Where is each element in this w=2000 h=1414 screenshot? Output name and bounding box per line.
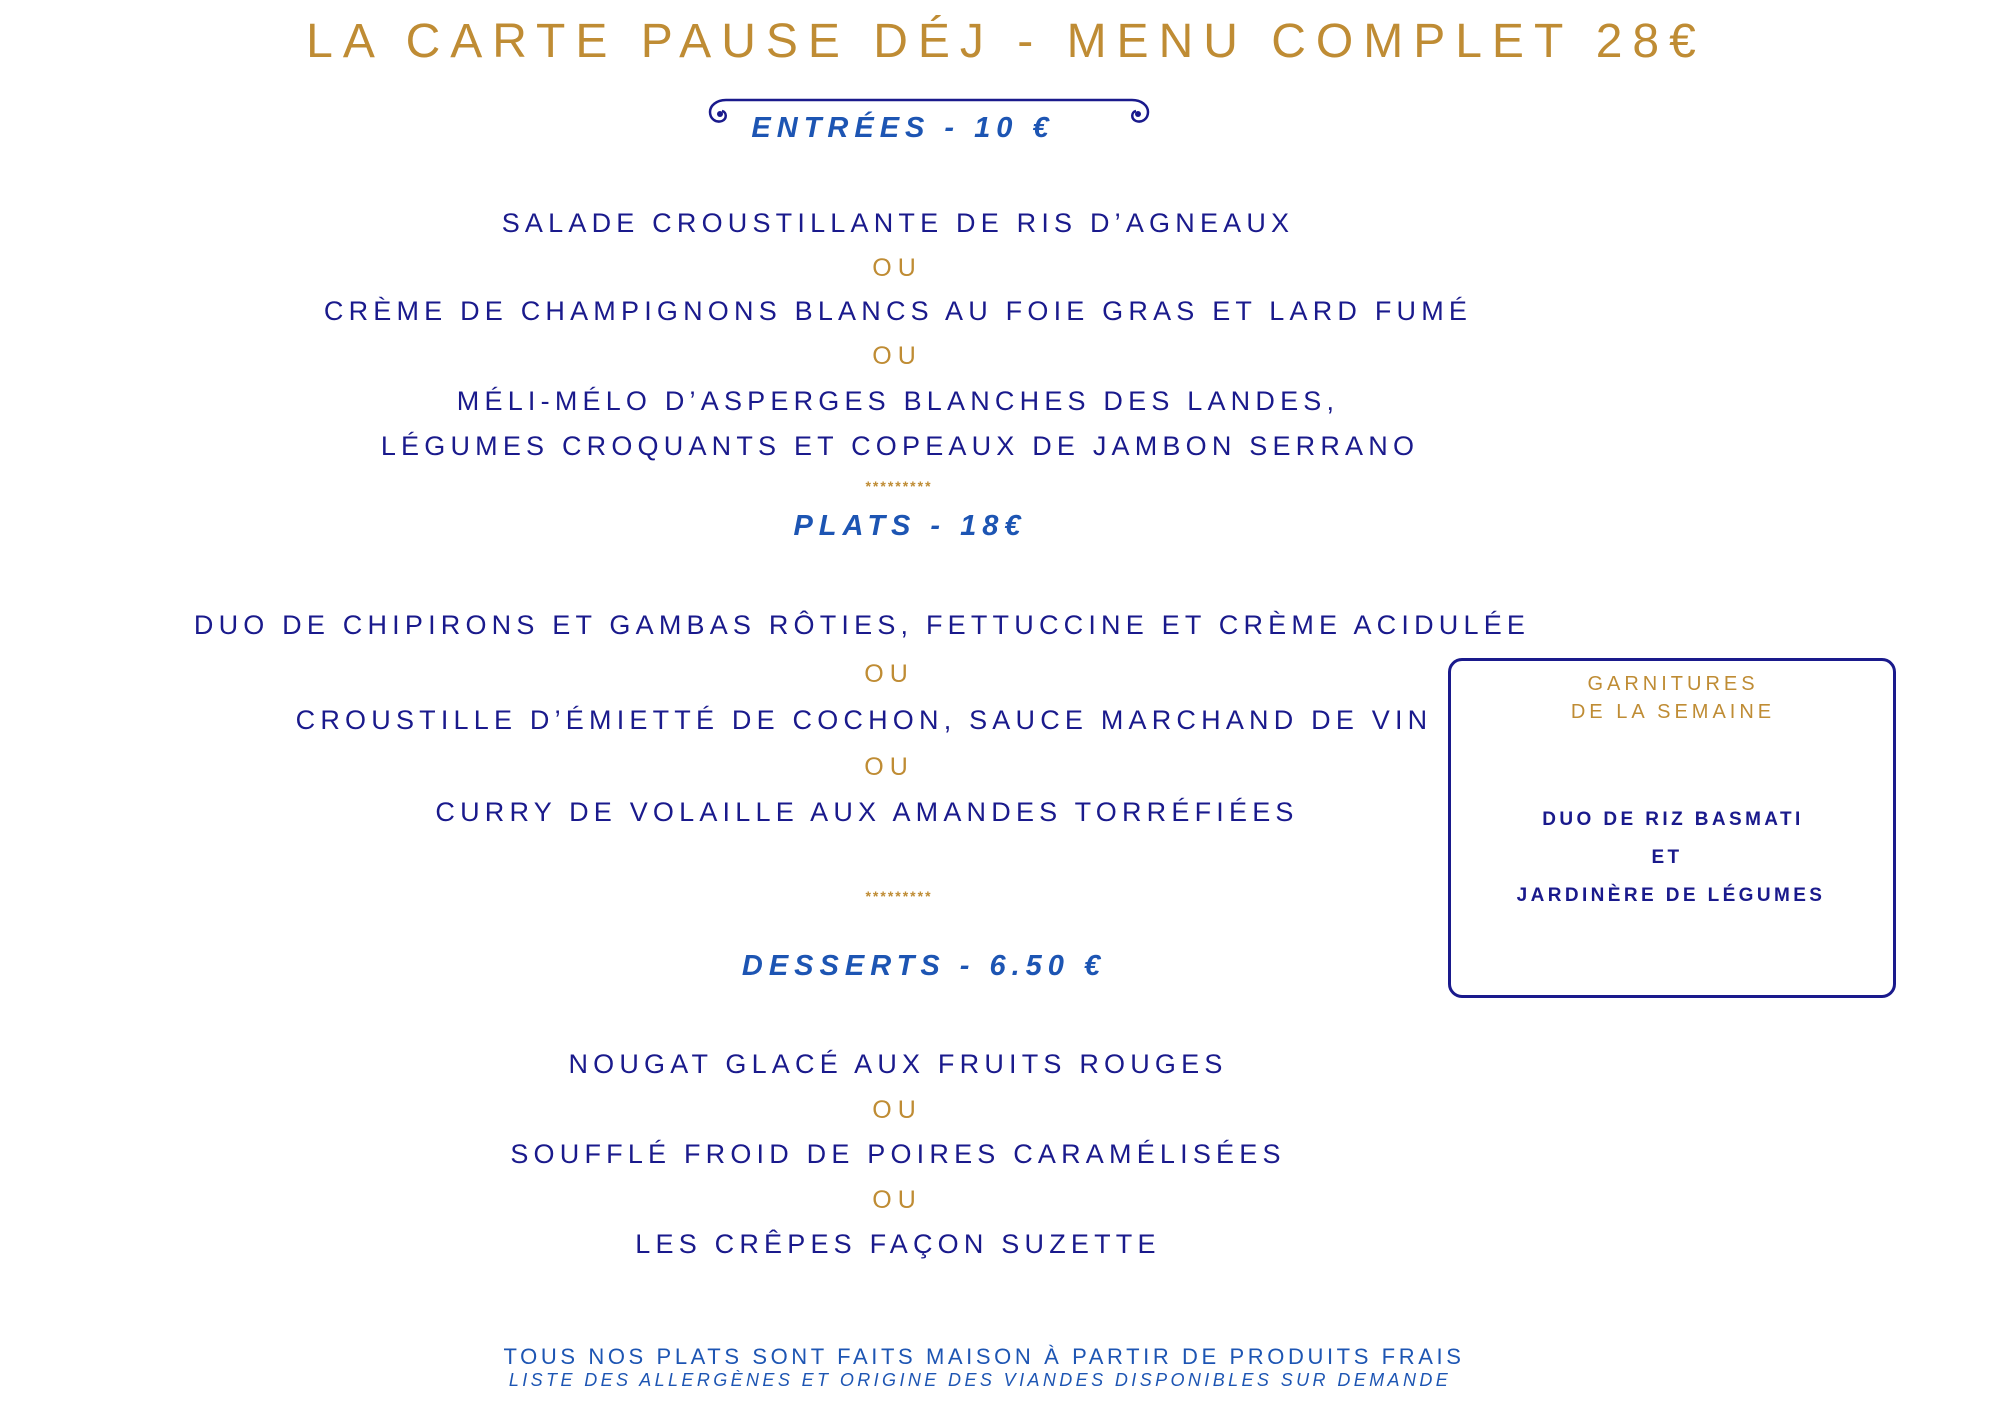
or-separator: OU bbox=[872, 1186, 922, 1214]
garnitures-title-line2: DE LA SEMAINE bbox=[1570, 701, 1776, 723]
or-separator: OU bbox=[864, 753, 914, 781]
or-separator: OU bbox=[872, 254, 922, 282]
footer-homemade-note: TOUS NOS PLATS SONT FAITS MAISON À PARTIR DE PRODUITS FRAIS bbox=[503, 1344, 1465, 1369]
entree-item-3-line2: LÉGUMES CROQUANTS ET COPEAUX DE JAMBON SERRANO bbox=[380, 431, 1420, 461]
entree-item-1: SALADE CROUSTILLANTE DE RIS D’AGNEAUX bbox=[501, 208, 1295, 238]
footer-allergens-note: LISTE DES ALLERGÈNES ET ORIGINE DES VIANDES DISPONIBLES SUR DEMANDE bbox=[508, 1370, 1452, 1390]
dessert-item-1: NOUGAT GLACÉ AUX FRUITS ROUGES bbox=[568, 1049, 1228, 1079]
entrees-heading: ENTRÉES - 10 € bbox=[751, 112, 1055, 144]
garniture-item: JARDINÈRE DE LÉGUMES bbox=[1516, 885, 1826, 906]
garnitures-title-line1: GARNITURES bbox=[1587, 673, 1759, 695]
menu-title: LA CARTE PAUSE DÉJ - MENU COMPLET 28€ bbox=[306, 15, 1706, 68]
dessert-item-3: LES CRÊPES FAÇON SUZETTE bbox=[635, 1229, 1161, 1259]
entree-item-3-line1: MÉLI-MÉLO D’ASPERGES BLANCHES DES LANDES, bbox=[456, 386, 1340, 416]
plats-heading: PLATS - 18€ bbox=[793, 510, 1027, 542]
plat-item-2: CROUSTILLE D’ÉMIETTÉ DE COCHON, SAUCE MARCHAND DE VIN bbox=[295, 705, 1433, 735]
plat-item-3: CURRY DE VOLAILLE AUX AMANDES TORRÉFIÉES bbox=[435, 797, 1299, 827]
plat-item-1: DUO DE CHIPIRONS ET GAMBAS RÔTIES, FETTUCCINE ET CRÈME ACIDULÉE bbox=[193, 610, 1531, 640]
entree-item-2: CRÈME DE CHAMPIGNONS BLANCS AU FOIE GRAS ET LARD FUMÉ bbox=[323, 296, 1473, 326]
garnitures-box bbox=[1448, 658, 1896, 998]
garniture-item: ET bbox=[1651, 847, 1683, 868]
or-separator: OU bbox=[872, 1096, 922, 1124]
desserts-heading: DESSERTS - 6.50 € bbox=[741, 950, 1107, 982]
or-separator: OU bbox=[864, 660, 914, 688]
stars-separator: ********* bbox=[865, 478, 933, 494]
dessert-item-2: SOUFFLÉ FROID DE POIRES CARAMÉLISÉES bbox=[510, 1139, 1286, 1169]
stars-separator: ********* bbox=[865, 888, 933, 904]
garniture-item: DUO DE RIZ BASMATI bbox=[1542, 809, 1804, 830]
or-separator: OU bbox=[872, 342, 922, 370]
